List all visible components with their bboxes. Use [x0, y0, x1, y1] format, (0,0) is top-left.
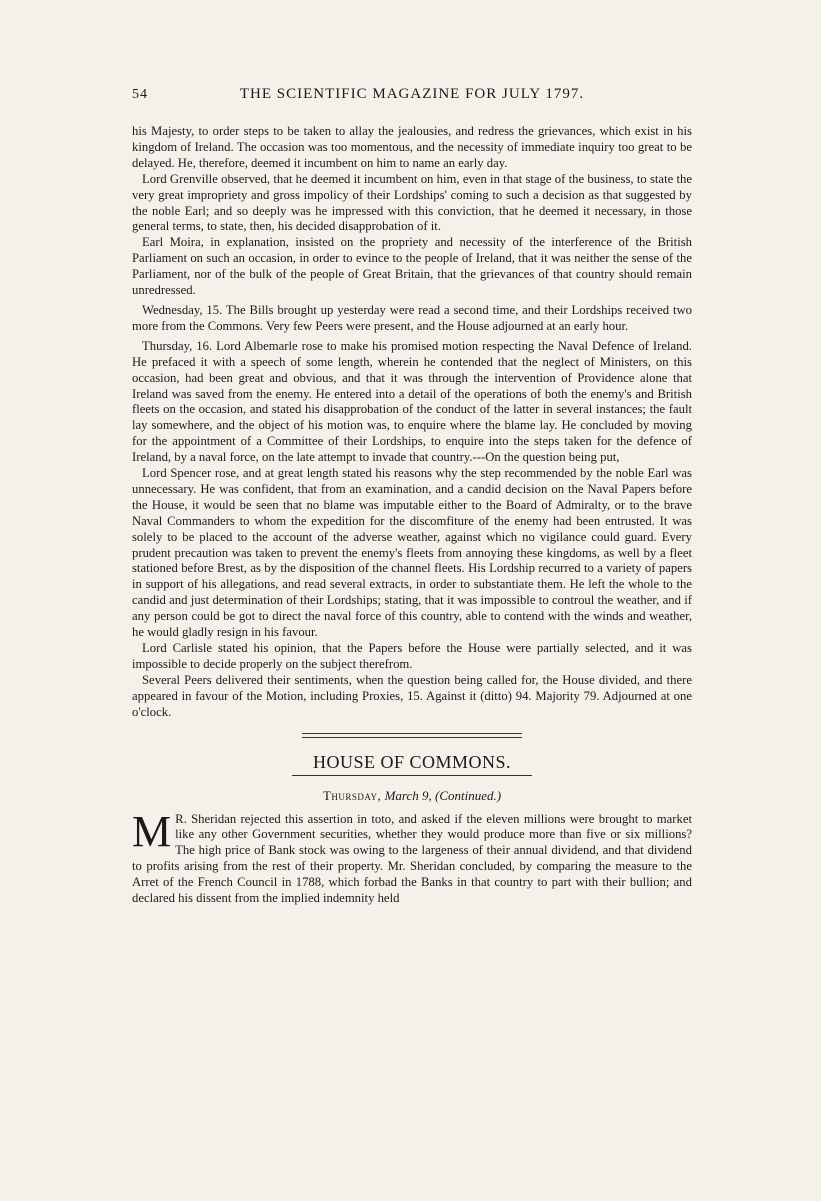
page	[132, 86, 692, 907]
paragraph: Lord Spencer rose, and at great length stated his reasons why the step recommended by the noble Earl was unnecessary. He was confident, that from an examination, and a candid decision on the Naval Papers before the House, it would be seen that no blame was imputable either to the Board of Admiralty, or to the brave Naval Commanders to whom the expedition for the discomfiture of the enemy had been entrusted. It was solely to be placed to the account of the adverse weather, against which no vigilance could guard. Every prudent precaution was taken to prevent the enemy's fleets from annoying these kingdoms, as well by a fleet stationed before Brest, as by the disposition of the channel fleets. His Lordship recurred to a variety of papers in support of his allegations, and read several extracts, in order to substantiate them. He left the whole to the candid and just determination of their Lordships; stating, that it was impossible to controul the weather, and if any person could be got to direct the naval force of this country, able to contend with the winds and weather, he would gladly resign in his favour.	[132, 466, 692, 640]
section-heading: HOUSE OF COMMONS.	[312, 751, 512, 772]
paragraph: Thursday, 16. Lord Albemarle rose to make his promised motion respecting the Naval Defence of Ireland. He prefaced it with a speech of some length, wherein he contended that the neglect of Ministers, on this occasion, had been great and obvious, and that it was through the intervention of Providence alone that Ireland was saved from the enemy. He entered into a detail of the operations of both the enemy's and British fleets on the occasion, and stated his disapprobation of the conduct of the latter in several instances; the fault lay somewhere, and the object of his motion was, to enquire where the blame lay. He concluded by moving for the appointment of a Committee of their Lordships, to enquire into the steps taken for the defence of Ireland, by a naval force, on the late attempt to invade that country.---On the question being put,	[132, 338, 692, 465]
commons-proceedings	[132, 806, 692, 907]
date-line	[132, 788, 692, 804]
paragraph: Lord Grenville observed, that he deemed it incumbent on him, even in that stage of the business, to state the very great impropriety and gross impolicy of their Lordships' coming to such a decision as that suggested by the noble Earl; and so deeply was he impressed with this conviction, that he deemed it necessary, in those general terms, to state, then, his decided disapprobation of it.	[132, 171, 692, 234]
lords-proceedings	[132, 124, 692, 721]
day-label: Thursday,	[322, 787, 382, 803]
paragraph: Several Peers delivered their sentiments, when the question being called for, the House divided, and there appeared in favour of the Motion, including Proxies, 15. Against it (ditto) 94. Majority 79. Adjourned at one o'clock.	[132, 672, 692, 719]
heading-underline	[292, 775, 532, 776]
paragraph: R. Sheridan rejected this assertion in toto, and asked if the eleven millions were brought to market like any other Government securities, whether they would produce more than five or six millions? The high price of Bank stock was owing to the largeness of their annual dividend, and that dividend to profits arising from the rest of their property. Mr. Sheridan concluded, by comparing the measure to the Arret of the French Council in 1788, which forbad the Banks in that country to part with their bullion; and declared his dissent from the implied indemnity held	[132, 811, 692, 906]
paragraph: Earl Moira, in explanation, insisted on the propriety and necessity of the interference of the British Parliament on such an occasion, in order to evince to the people of Ireland, that it was neither the sense of the Parliament, nor of the bulk of the people of Great Britain, that the grievances of that country should remain unredressed.	[132, 235, 692, 298]
paragraph: Wednesday, 15. The Bills brought up yesterday were read a second time, and their Lordships received two more from the Commons. Very few Peers were present, and the House adjourned at an early hour.	[132, 302, 692, 333]
paragraph: Lord Carlisle stated his opinion, that the Papers before the House were partially selected, and it was impossible to decide properly on the subject therefrom.	[132, 641, 692, 671]
date-label: March 9, (Continued.)	[384, 787, 502, 803]
drop-cap: M	[132, 806, 172, 856]
running-head	[132, 86, 692, 116]
paragraph: his Majesty, to order steps to be taken to allay the jealousies, and redress the grievances, which exist in his kingdom of Ireland. The occasion was too momentous, and the necessity of immediate inquiry too great to be delayed. He, therefore, deemed it incumbent on him to name an early day.	[132, 124, 692, 170]
section-divider	[302, 733, 522, 738]
page-number: 54	[132, 87, 148, 102]
magazine-title: THE SCIENTIFIC MAGAZINE FOR JULY 1797.	[239, 86, 585, 102]
